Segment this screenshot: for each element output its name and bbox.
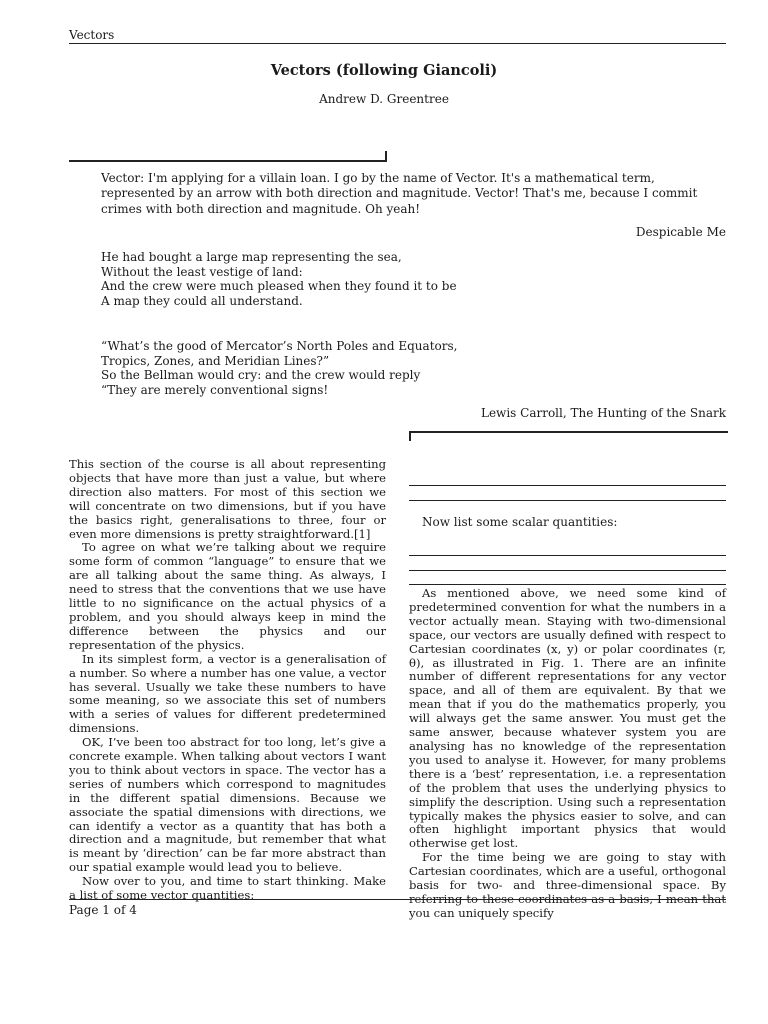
- verse-line: A map they could all understand.: [101, 293, 303, 308]
- verse-line: Tropics, Zones, and Meridian Lines?”: [101, 353, 330, 368]
- verse-stanza-1: [101, 250, 457, 308]
- scalar-answer-line[interactable]: [409, 555, 726, 556]
- right-column: [409, 587, 726, 921]
- verse-line: “They are merely conventional signs!: [101, 382, 329, 397]
- paragraph: As mentioned above, we need some kind of predetermined convention for what the numbers in a vector actually mean. Staying with two-dimensional space, our vectors are usually defined with respect to Cartesian coordinates (x, y) or polar coordinates (r, θ), as illustrated in Fig. 1. There are an infinite number of different representations for any vector space, and all of them are equivalent. By that we mean that if you do the mathematics properly, you will always get the same answer. You must get the same answer, because whatever system you are analysing has no knowledge of the representation you used to analyse it. However, for many problems there is a ‘best’ representation, i.e. a representation of the problem that uses the underlying physics to simplify the description. Using such a representation typically makes the physics easier to solve, and can often highlight important physics that would otherwise get lost.: [409, 586, 726, 851]
- scalar-answer-line[interactable]: [409, 584, 726, 585]
- verse-line: “What’s the good of Mercator’s North Poles and Equators,: [101, 339, 458, 353]
- epigraph-bracket-start: [69, 151, 387, 162]
- vector-answer-line[interactable]: [409, 485, 726, 486]
- header-rule: [69, 43, 726, 44]
- vector-answer-line[interactable]: [409, 500, 726, 501]
- verse-attribution: Lewis Carroll, The Hunting of the Snark: [480, 406, 726, 420]
- author-name: Andrew D. Greentree: [319, 92, 449, 106]
- running-header: Vectors: [69, 28, 115, 42]
- paragraph: In its simplest form, a vector is a generalisation of a number. So where a number has one value, a vector has several. Usually we take these numbers to have some meaning, so we associate this set of numbers with a series of values for different predetermined dimensions.: [69, 651, 386, 736]
- left-column: [69, 458, 386, 903]
- verse-line: So the Bellman would cry: and the crew would reply: [101, 368, 421, 383]
- epigraph-attribution: Despicable Me: [635, 225, 726, 239]
- epigraph-quote: Vector: I'm applying for a villain loan. I go by the name of Vector. It's a mathematical term, represented by an arrow with both direction and magnitude. Vector! That's me, because I commit crimes with both direction and magnitude. Oh yeah!: [101, 171, 698, 216]
- verse-line: Without the least vestige of land:: [101, 264, 303, 279]
- epigraph-bracket-end: [409, 431, 728, 441]
- paragraph: To agree on what we’re talking about we require some form of common “language” to ensure that we are all talking about the same thing. As always, I need to stress that the conventions that we use have little to no significance on the actual physics of a problem, and you should always keep in mind the difference between the physics and our representation of the physics.: [69, 540, 386, 652]
- verse-stanza-2: [101, 339, 457, 397]
- scalar-prompt: Now list some scalar quantities:: [422, 515, 618, 529]
- verse-line: He had bought a large map representing the sea,: [101, 250, 402, 264]
- paragraph: This section of the course is all about representing objects that have more than just a value, but where direction also matters. For most of this section we will concentrate on two dimensions, but if you have the basics right, generalisations to three, four or even more dimensions is pretty straightforward.[1]: [69, 457, 386, 541]
- page-number: Page 1 of 4: [69, 903, 137, 917]
- document-title: Vectors (following Giancoli): [270, 62, 498, 79]
- footer-rule: [69, 899, 726, 900]
- verse-line: And the crew were much pleased when they found it to be: [101, 279, 457, 294]
- paragraph: OK, I’ve been too abstract for too long, let’s give a concrete example. When talking about vectors I want you to think about vectors in space. The vector has a series of numbers which correspond to magnitudes in the different spatial dimensions. Because we associate the spatial dimensions with directions, we can identify a vector as a quantity that has both a direction and a magnitude, but remember that what is meant by ‘direction’ can be far more abstract than our spatial example would lead you to believe.: [69, 735, 386, 875]
- paragraph: Now over to you, and time to start thinking. Make a list of some vector quantities:: [69, 874, 386, 903]
- paragraph: For the time being we are going to stay with Cartesian coordinates, which are a useful, orthogonal basis for two- and three-dimensional space. By referring to these coordinates as a basis, I mean that you can uniquely specify: [409, 850, 726, 920]
- scalar-answer-line[interactable]: [409, 570, 726, 571]
